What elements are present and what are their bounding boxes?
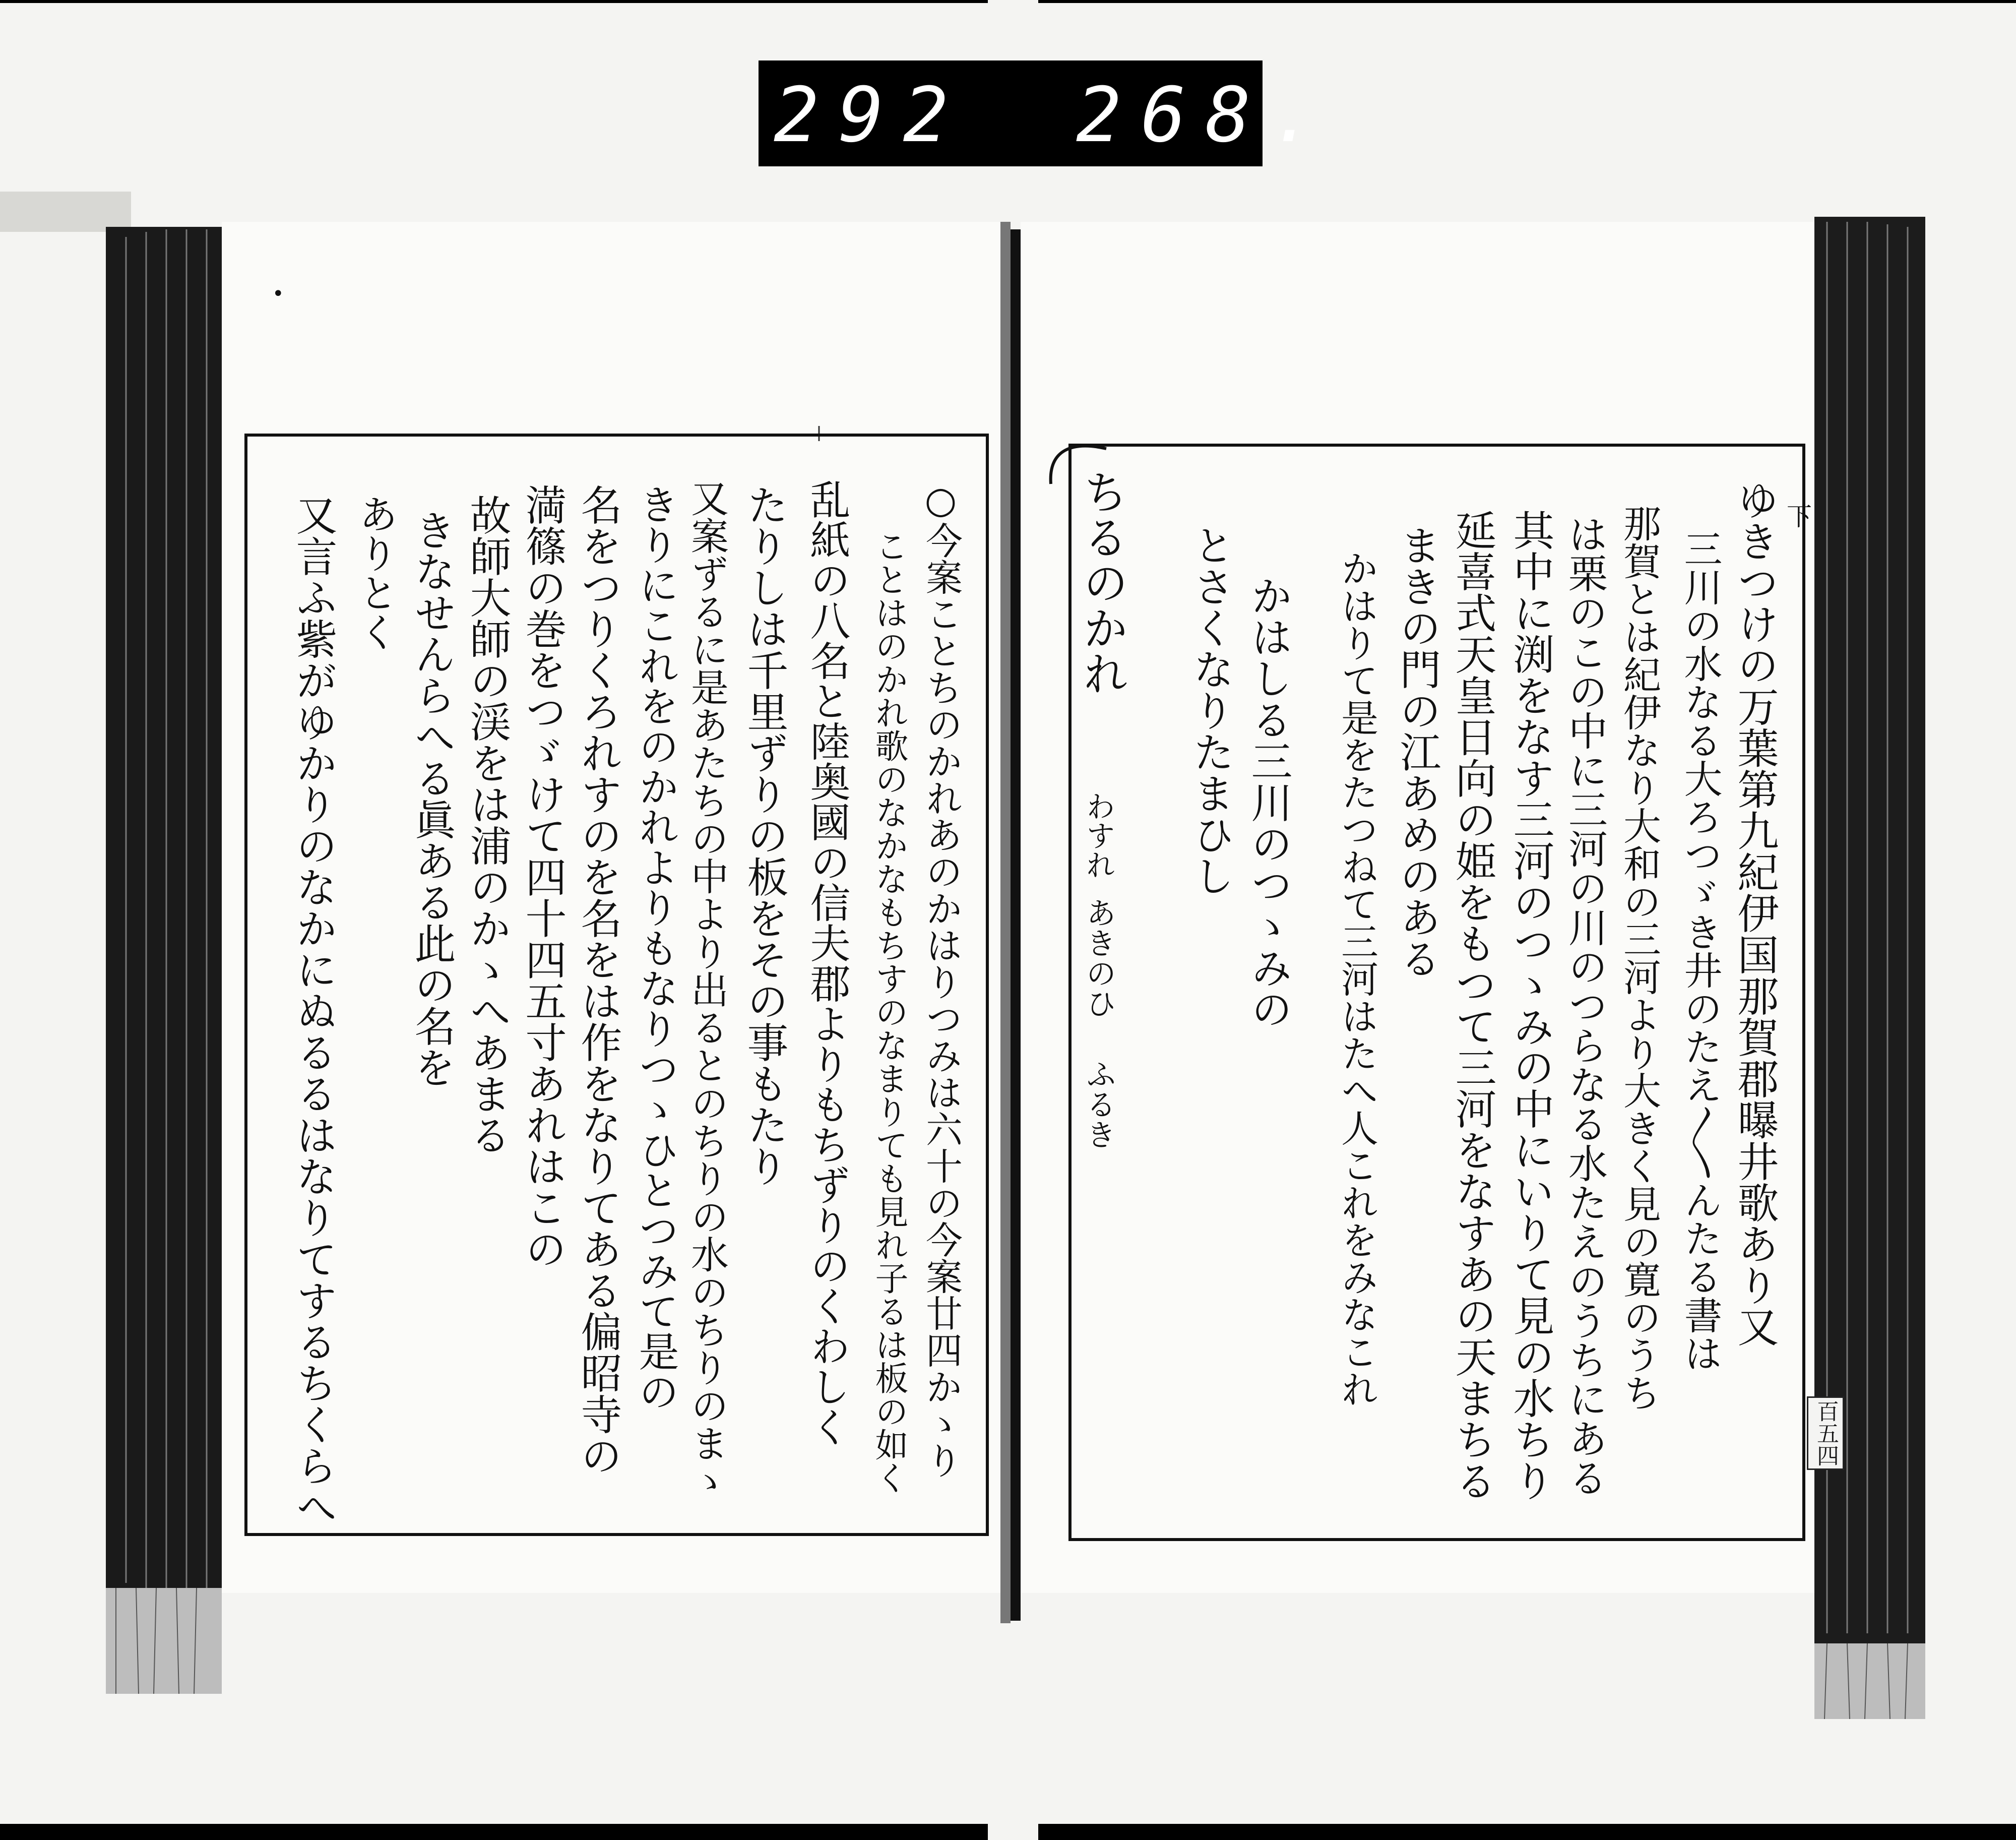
top-rule-left [0, 0, 988, 3]
left-column-2: ことはのかれ歌のなかなもちすのなまりても見れ子るは板の如く [869, 529, 908, 1494]
right-page-corner-mark: 下 [1787, 502, 1812, 531]
left-column-11: ありとく [352, 494, 398, 651]
right-column-8: かはりて是をたつねて三河はたへ人これをみなこれ [1335, 549, 1378, 1407]
top-rule-right [1038, 0, 2016, 3]
right-column-2: 三川の水なる大ろつゞき井のたえ〳〵んたる書は [1678, 529, 1723, 1372]
right-caption-part2: あきのひ [1081, 897, 1116, 1018]
right-column-10: とさくなりたまひし [1186, 524, 1234, 896]
right-column-7: まきの門の江あめのある [1393, 524, 1441, 979]
left-column-6: きりにこれをのかれよりもなりつゝひとつみて是の [632, 484, 679, 1412]
right-caption-part3: ふるき [1081, 1059, 1116, 1149]
frame-number-left: 292 [774, 72, 968, 159]
left-column-9: 故師大師の渓をは浦のかゝへあまる [463, 494, 511, 1155]
right-column-6: 延喜式天皇日向の姫をもつて三河をなすあの天まちる [1448, 509, 1496, 1501]
frame-counter [759, 60, 1335, 166]
right-caption-part1: わすれ [1081, 791, 1115, 879]
left-column-8: 満篠の巻をつゞけて四十四五寸あれはこの [519, 484, 566, 1269]
right-column-1: ゆきつけの万葉第九紀伊国那賀郡曝井歌あり又 [1731, 479, 1779, 1347]
left-column-4: たりしは千里ずりの板をその事もたり [740, 484, 788, 1187]
right-column-3: 那賀とは紀伊なり大和の三河より大きく見の寛のうち [1617, 504, 1662, 1412]
left-column-10: きなせんらへる眞ある此の名を [408, 509, 456, 1088]
left-page-bullet: • [272, 282, 284, 305]
bottom-rule-left [0, 1824, 988, 1840]
frame-number-right: 268. [1076, 72, 1335, 159]
right-caption-title: ちるのかれ [1075, 469, 1128, 696]
right-column-4: は栗のこの中に三河の川のつらなる水たえのうちにある [1562, 514, 1607, 1497]
right-page-folio: 百五四 [1807, 1396, 1844, 1470]
left-column-5: 又案ずるに是あたちの中より出るとのちりの水のちりのまゝ [685, 479, 729, 1500]
right-column-9: かはしる三川のつゝみの [1244, 575, 1292, 1029]
right-column-5: 其中に渕をなす三河のつゝみの中にいりて見の水ちり [1506, 509, 1554, 1501]
left-column-7: 名をつりくろれすのを名をは作をなりてある偏昭寺の [574, 484, 622, 1476]
bottom-rule-right [1038, 1824, 2016, 1840]
left-column-12: 又言ふ紫がゆかりのなかにぬるるはなりてするちくらへ [289, 494, 337, 1527]
left-column-1: ○今案ことちのかれあのかはりつみは六十の今案廿四かゝり [919, 479, 962, 1479]
left-column-3: 乱紙の八名と陸奥國の信夫郡よりもちずりのくわしく [803, 479, 850, 1447]
